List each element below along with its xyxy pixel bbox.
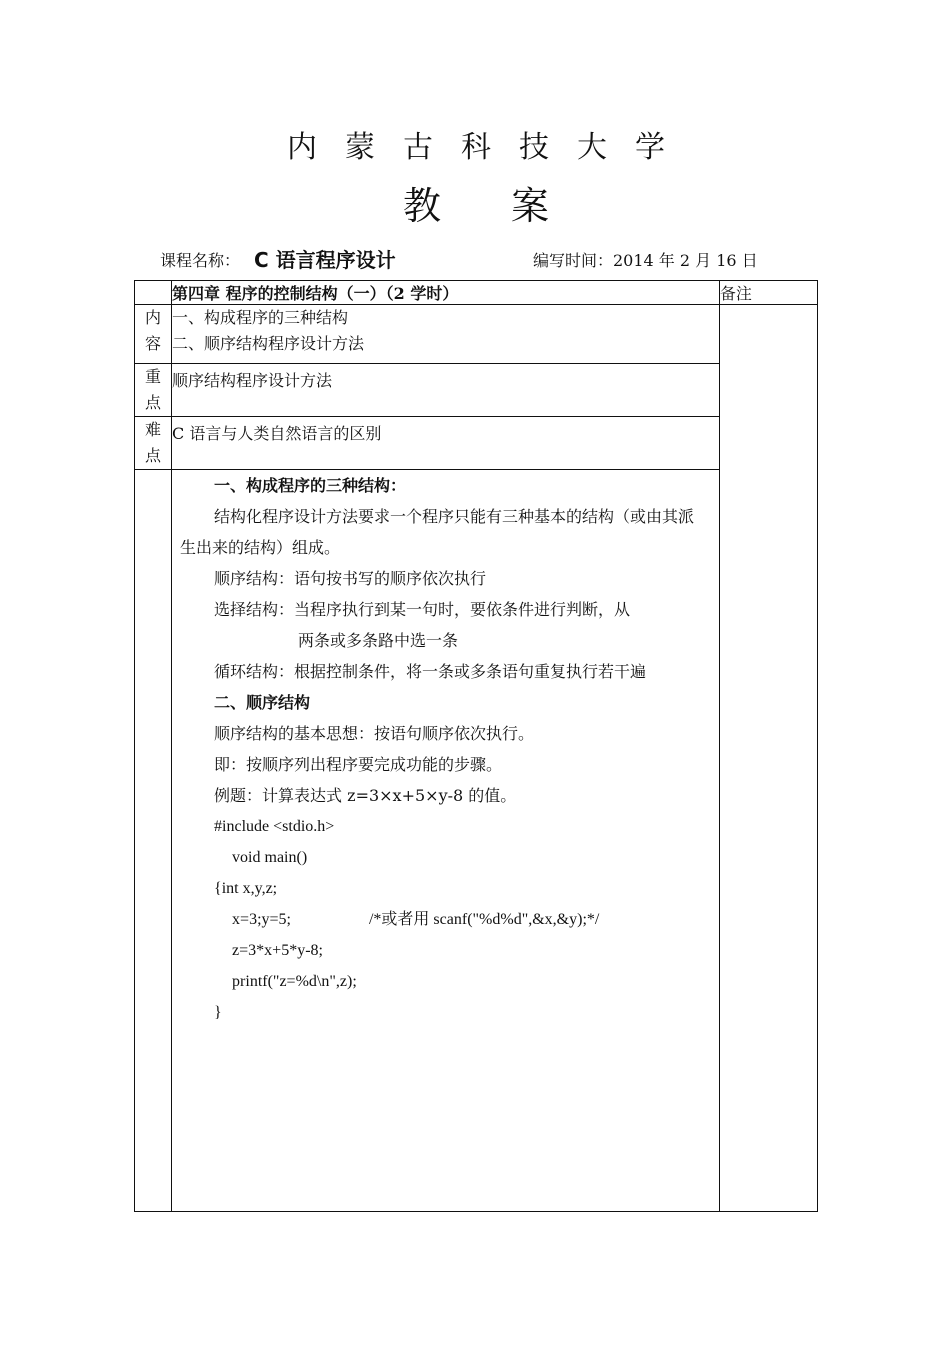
row-label-difficulties	[135, 417, 172, 470]
row-label-char: 容	[145, 334, 162, 353]
paragraph-line: 例题：计算表达式 z=3×x+5×y-8 的值。	[214, 786, 517, 805]
table-row	[135, 417, 818, 470]
key-points-cell	[172, 364, 720, 417]
lesson-plan-table	[134, 280, 818, 1212]
paragraph-line: 循环结构：根据控制条件，将一条或多条语句重复执行若干遍	[214, 662, 647, 681]
paragraph-line: 结构化程序设计方法要求一个程序只能有三种基本的结构（或由其派	[214, 507, 695, 526]
content-line: 一、构成程序的三种结构	[172, 308, 349, 327]
notes-header: 备注	[719, 281, 817, 305]
body-blank-cell	[135, 470, 172, 1212]
row-label-char: 点	[145, 446, 162, 465]
course-info-row	[160, 244, 800, 272]
paragraph-line: 选择结构：当程序执行到某一句时，要依条件进行判断，从	[214, 600, 631, 619]
chapter-title: 第四章 程序的控制结构（一）（2 学时）	[172, 281, 720, 305]
code-line: void main()	[232, 849, 308, 866]
course-name: C 语言程序设计	[254, 248, 396, 272]
content-line: 二、顺序结构程序设计方法	[172, 334, 365, 353]
section-heading: 二、顺序结构	[214, 693, 311, 712]
table-row	[135, 305, 818, 364]
code-line: #include <stdio.h>	[214, 818, 335, 835]
code-statement: x=3;y=5;	[232, 911, 291, 928]
row-label-char: 重	[145, 367, 162, 386]
row-label-char: 点	[145, 393, 162, 412]
difficulties-cell	[172, 417, 720, 470]
write-date: 编写时间：2014 年 2 月 16 日	[533, 251, 758, 270]
code-line: }	[214, 1004, 222, 1021]
paragraph-line: 生出来的结构）组成。	[180, 538, 341, 557]
row-label-key-points	[135, 364, 172, 417]
row-label-char: 难	[145, 420, 162, 439]
university-title: 内蒙古科技大学	[287, 130, 693, 165]
code-line: z=3*x+5*y-8;	[232, 942, 323, 959]
header-blank-cell	[135, 281, 172, 305]
content-cell	[172, 305, 720, 364]
code-comment: /*或者用 scanf("%d%d",&x,&y);*/	[368, 911, 600, 928]
paragraph-line: 顺序结构：语句按书写的顺序依次执行	[214, 569, 487, 588]
paragraph-line: 即：按顺序列出程序要完成功能的步骤。	[214, 755, 503, 774]
content-line: 顺序结构程序设计方法	[172, 371, 333, 390]
content-line: C 语言与人类自然语言的区别	[172, 424, 382, 443]
row-label-content	[135, 305, 172, 364]
table-row	[135, 364, 818, 417]
lesson-body	[172, 470, 720, 1212]
paragraph-line: 两条或多条路中选一条	[298, 631, 459, 650]
code-line	[172, 904, 719, 935]
code-line: printf("z=%d\n",z);	[232, 973, 357, 990]
code-line: {int x,y,z;	[214, 880, 278, 897]
table-row	[135, 470, 818, 1212]
row-label-char: 内	[145, 308, 162, 327]
section-heading: 一、构成程序的三种结构：	[214, 476, 407, 495]
document-type-title: 教案	[402, 184, 619, 228]
notes-cell	[719, 305, 817, 1212]
table-header-row	[135, 281, 818, 305]
course-label: 课程名称：	[160, 251, 241, 270]
paragraph-line: 顺序结构的基本思想：按语句顺序依次执行。	[214, 724, 535, 743]
